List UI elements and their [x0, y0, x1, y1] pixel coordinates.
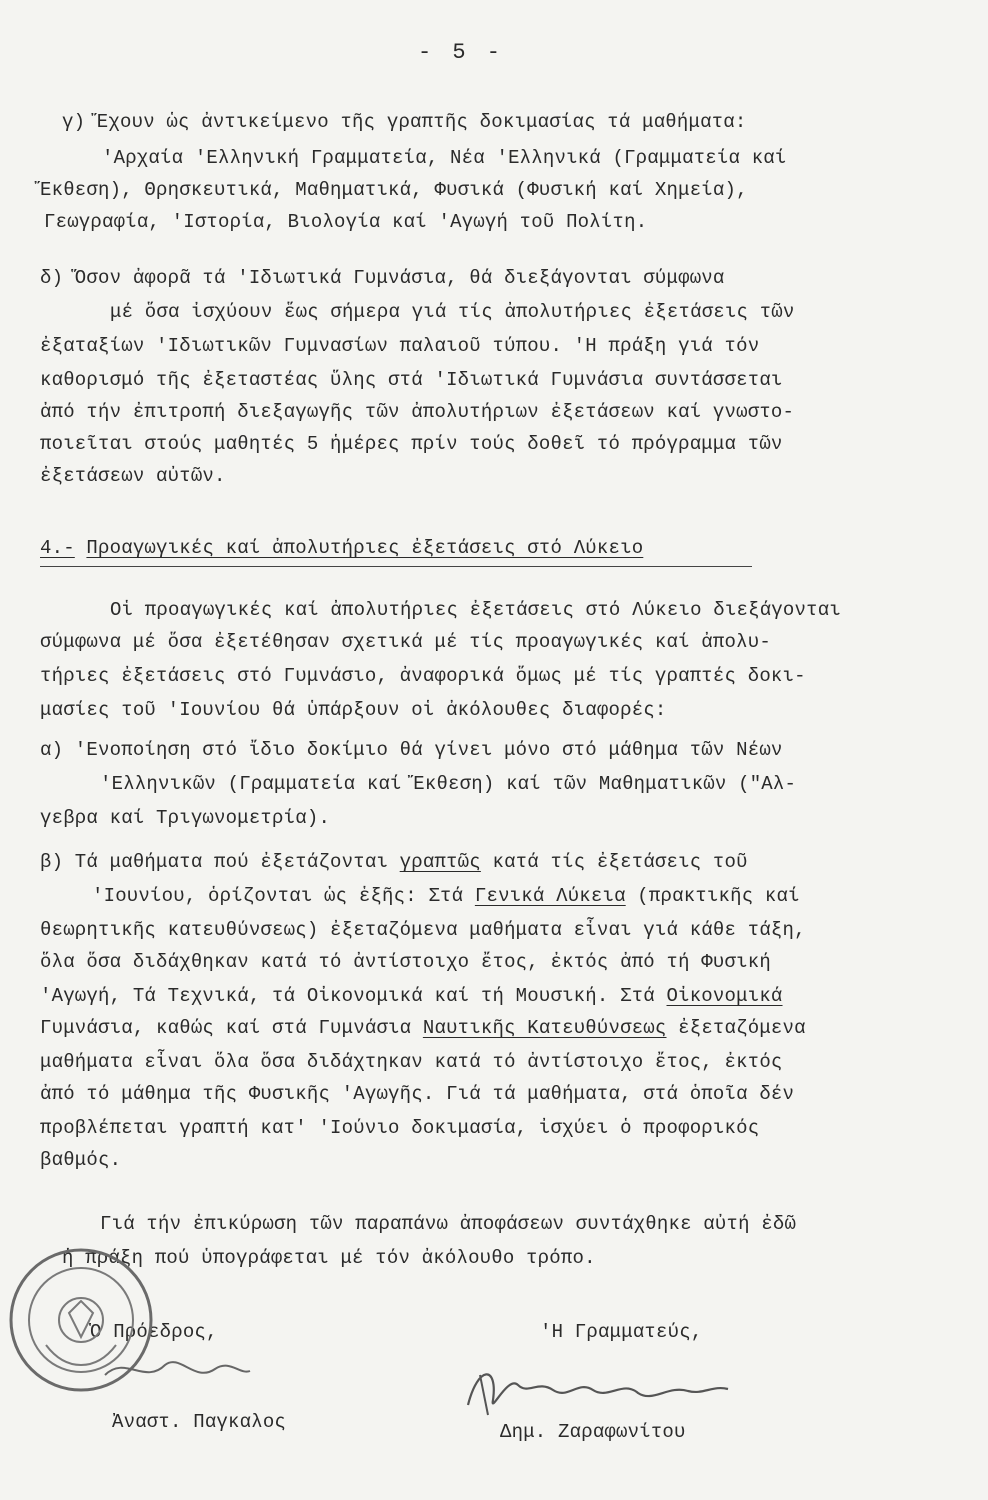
paragraph-g-line: Γεωγραφία, 'Ιστορία, Βιολογία καί 'Αγωγή τοῦ Πολίτη.	[44, 211, 648, 233]
item-b-line: 'Ιουνίου, ὁρίζονται ὡς ἑξῆς: Στά Γενικά Λύκεια (πρακτικῆς καί	[92, 885, 800, 907]
item-b-line: ἀπό τό μάθημα τῆς Φυσικῆς 'Αγωγῆς. Γιά τά μαθήματα, στά ὁποῖα δέν	[40, 1083, 795, 1105]
paragraph-d-line: ἐξαταξίων 'Ιδιωτικῶν Γυμνασίων παλαιοῦ τύπου. 'Η πράξη γιά τόν	[40, 335, 760, 357]
section4-body-line: Οἱ προαγωγικές καί ἀπολυτήριες ἐξετάσεις στό Λύκειο διεξάγονται	[110, 599, 841, 621]
president-name: Ἀναστ. Παγκαλος	[112, 1411, 287, 1433]
item-b-line: μαθήματα εἶναι ὅλα ὅσα διδάχτηκαν κατά τό ἀντίστοιχο ἔτος, ἐκτός	[40, 1051, 783, 1073]
underlined-text: Ναυτικῆς Κατευθύνσεως	[422, 1017, 667, 1039]
heading-double-rule	[40, 566, 752, 567]
paragraph-d-line: μέ ὅσα ἰσχύουν ἕως σήμερα γιά τίς ἀπολυτήριες ἐξετάσεις τῶν	[110, 301, 795, 323]
section-number: 4.-	[40, 537, 75, 559]
item-b-line: θεωρητικῆς κατευθύνσεως) ἐξεταζόμενα μαθήματα εἶναι γιά κάθε τάξη,	[40, 919, 806, 941]
item-b-line: προβλέπεται γραπτή κατ' 'Ιούνιο δοκιμασία, ἰσχύει ὁ προφορικός	[40, 1117, 760, 1139]
secretary-signature	[458, 1355, 738, 1425]
paragraph-d-line: καθορισμό τῆς ἐξεταστέας ὕλης στά 'Ιδιωτικά Γυμνάσια συντάσσεται	[40, 369, 783, 391]
paragraph-g-line: γ) Ἔχουν ὡς ἀντικείμενο τῆς γραπτῆς δοκιμασίας τά μαθήματα:	[62, 111, 747, 133]
president-title: Ὁ Πρόεδρος,	[90, 1321, 218, 1343]
item-b-line: β) Τά μαθήματα πού ἐξετάζονται γραπτῶς κατά τίς ἐξετάσεις τοῦ	[40, 851, 748, 873]
item-a-line: γεβρα καί Τριγωνομετρία).	[40, 807, 331, 829]
paragraph-d-line: δ) Ὅσον ἀφορᾶ τά 'Ιδιωτικά Γυμνάσια, θά διεξάγονται σύμφωνα	[40, 267, 725, 289]
underlined-text: Γενικά Λύκεια	[474, 885, 626, 907]
page-number: - 5 -	[418, 40, 505, 65]
paragraph-d-line: ἐξετάσεων αὐτῶν.	[40, 465, 226, 487]
paragraph-d-line: ἀπό τήν ἐπιτροπή διεξαγωγῆς τῶν ἀπολυτήριων ἐξετάσεων καί γνωστο-	[40, 401, 795, 423]
section-title: Προαγωγικές καί ἀπολυτήριες ἐξετάσεις στό Λύκειο	[86, 537, 644, 559]
item-a-line: α) 'Ενοποίηση στό ἴδιο δοκίμιο θά γίνει μόνο στό μάθημα τῶν Νέων	[40, 739, 783, 761]
section4-body-line: μασίες τοῦ 'Ιουνίου θά ὑπάρξουν οἱ ἀκόλουθες διαφορές:	[40, 699, 667, 721]
closing-line: Γιά τήν ἐπικύρωση τῶν παραπάνω ἀποφάσεων συντάχθηκε αὐτή ἐδῶ	[100, 1213, 797, 1235]
secretary-name: Δημ. Ζαραφωνίτου	[500, 1421, 686, 1443]
section-heading	[40, 536, 643, 560]
paragraph-g-line: Ἔκθεση), Θρησκευτικά, Μαθηματικά, Φυσικά (Φυσική καί Χημεία),	[40, 179, 748, 201]
underlined-text: γραπτῶς	[399, 851, 481, 873]
secretary-title: 'Η Γραμματεύς,	[540, 1321, 703, 1343]
president-signature	[95, 1345, 255, 1395]
section4-body-line: τήριες ἐξετάσεις στό Γυμνάσιο, ἀναφορικά ὅμως μέ τίς γραπτές δοκι-	[40, 665, 806, 687]
paragraph-g-line: 'Αρχαία 'Ελληνική Γραμματεία, Νέα 'Ελληνικά (Γραμματεία καί	[102, 147, 787, 169]
item-b-line: Γυμνάσια, καθώς καί στά Γυμνάσια Ναυτικῆς Κατευθύνσεως ἐξεταζόμενα	[40, 1017, 806, 1039]
item-a-line: 'Ελληνικῶν (Γραμματεία καί Ἔκθεση) καί τῶν Μαθηματικῶν ("Αλ-	[100, 773, 797, 795]
item-b-line: βαθμός.	[40, 1149, 122, 1171]
underlined-text: Οἰκονομικά	[666, 985, 783, 1007]
paragraph-d-line: ποιεῖται στούς μαθητές 5 ἡμέρες πρίν τούς δοθεῖ τό πρόγραμμα τῶν	[40, 433, 783, 455]
closing-line: ἡ πράξη πού ὑπογράφεται μέ τόν ἀκόλουθο τρόπο.	[62, 1247, 596, 1269]
item-b-line: 'Αγωγή, Τά Τεχνικά, τά Οἰκονομικά καί τή Μουσική. Στά Οἰκονομικά	[40, 985, 783, 1007]
section4-body-line: σύμφωνα μέ ὅσα ἐξετέθησαν σχετικά μέ τίς προαγωγικές καί ἀπολυ-	[40, 631, 771, 653]
item-b-line: ὅλα ὅσα διδάχθηκαν κατά τό ἀντίστοιχο ἔτος, ἐκτός ἀπό τή Φυσική	[40, 951, 771, 973]
